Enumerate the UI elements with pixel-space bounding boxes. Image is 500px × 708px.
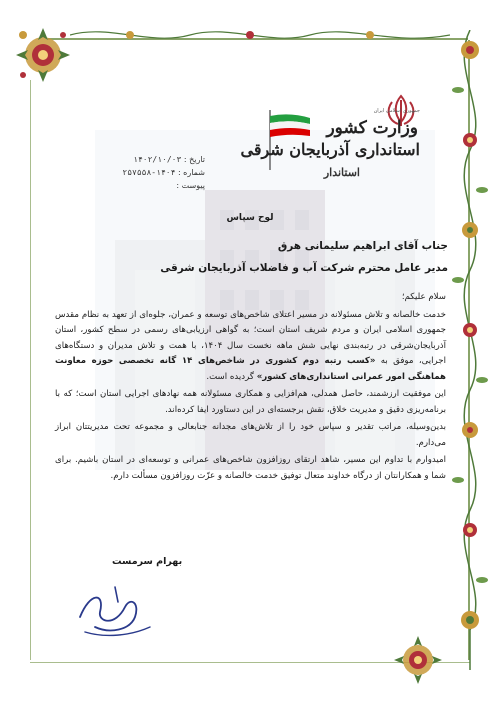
republic-line: جمهوری اسلامی ایران — [373, 108, 420, 114]
handwritten-signature — [70, 572, 160, 642]
signer-name: بهرام سرمست — [112, 556, 183, 567]
number-label: شماره : — [177, 168, 205, 177]
corner-ornament-bottom-right — [388, 630, 448, 690]
letter-body — [55, 290, 446, 486]
top-band-ornament — [70, 24, 450, 46]
frame-left-border — [30, 80, 31, 660]
date-field — [95, 155, 205, 164]
date-value: ۱۴۰۲/۱۰/۰۳ — [133, 155, 182, 164]
paragraph-1-highlight: «کسب رتبه دوم کشوری در شاخص‌های ۱۴ گانه تخصصی حوزه معاونت هماهنگی امور عمرانی استانداری‌های کشور» — [55, 356, 446, 382]
paragraph-1 — [55, 308, 446, 386]
ministry-title: وزارت کشور — [326, 118, 418, 138]
number-field — [95, 168, 205, 177]
paragraph-4: امیدوارم با تداوم این مسیر، شاهد ارتقای روزافزون شاخص‌های عمرانی و توسعه‌ای در استان باشیم. برای شما و همکارانتان از درگاه خداوند متعال توفیق خدمت خالصانه و عزّت روزافزون مسألت دارم. — [55, 455, 446, 481]
recipient-name: جناب آقای ابراهیم سلیمانی هرق — [277, 240, 448, 252]
attachment-field — [95, 181, 205, 190]
corner-ornament-top-left — [8, 20, 78, 90]
paragraph-2: این موفقیت ارزشمند، حاصل همدلی، هم‌افزایی و همکاری مسئولانه همه نهادهای اجرایی استان است؛ که با برنامه‌ریزی دقیق و مدیریت خلاق، نقش برجسته‌ای در این دستاورد ایفا کرده‌اند. — [55, 389, 446, 415]
paragraph-3: بدین‌وسیله، مراتب تقدیر و سپاس خود را از تلاش‌های مجدانه جنابعالی و مجموعه تحت مدیریتتان ابراز می‌دارم. — [55, 422, 446, 448]
date-label: تاریخ : — [183, 155, 205, 164]
document-title: لوح سپاس — [226, 213, 274, 223]
number-value: ۱۴۰۴-۲۵۷۵۵۸ — [122, 168, 176, 177]
paragraph-1-part-b: گردیده است. — [206, 371, 257, 382]
office-title: استاندار — [323, 166, 360, 179]
recipient-position: مدیر عامل محترم شرکت آب و فاضلاب آذربایجان شرقی — [160, 262, 448, 274]
governorate-title: استانداری آذربایجان شرقی — [240, 140, 420, 159]
greeting: سلام علیکم؛ — [401, 292, 446, 302]
attachment-label: پیوست : — [176, 181, 205, 190]
paragraph-1-part-a: خدمت خالصانه و تلاش مسئولانه در مسیر اعتلای شاخص‌های توسعه و عمران، جلوه‌ای از تعهد به نظام مقدس جمهوری اسلامی ایران و مردم شریف استان است؛ به گواهی ارزیابی‌های رسمی در سطح کشور، استان آذربایجان‌شرقی در رتبه‌بندی نهایی شش ماهه نخست سال ۱۴۰۴، با همت و تلاش مدیران و دستگاه‌های اجرایی، موفق به — [55, 309, 446, 366]
right-vine-ornament — [440, 30, 500, 670]
